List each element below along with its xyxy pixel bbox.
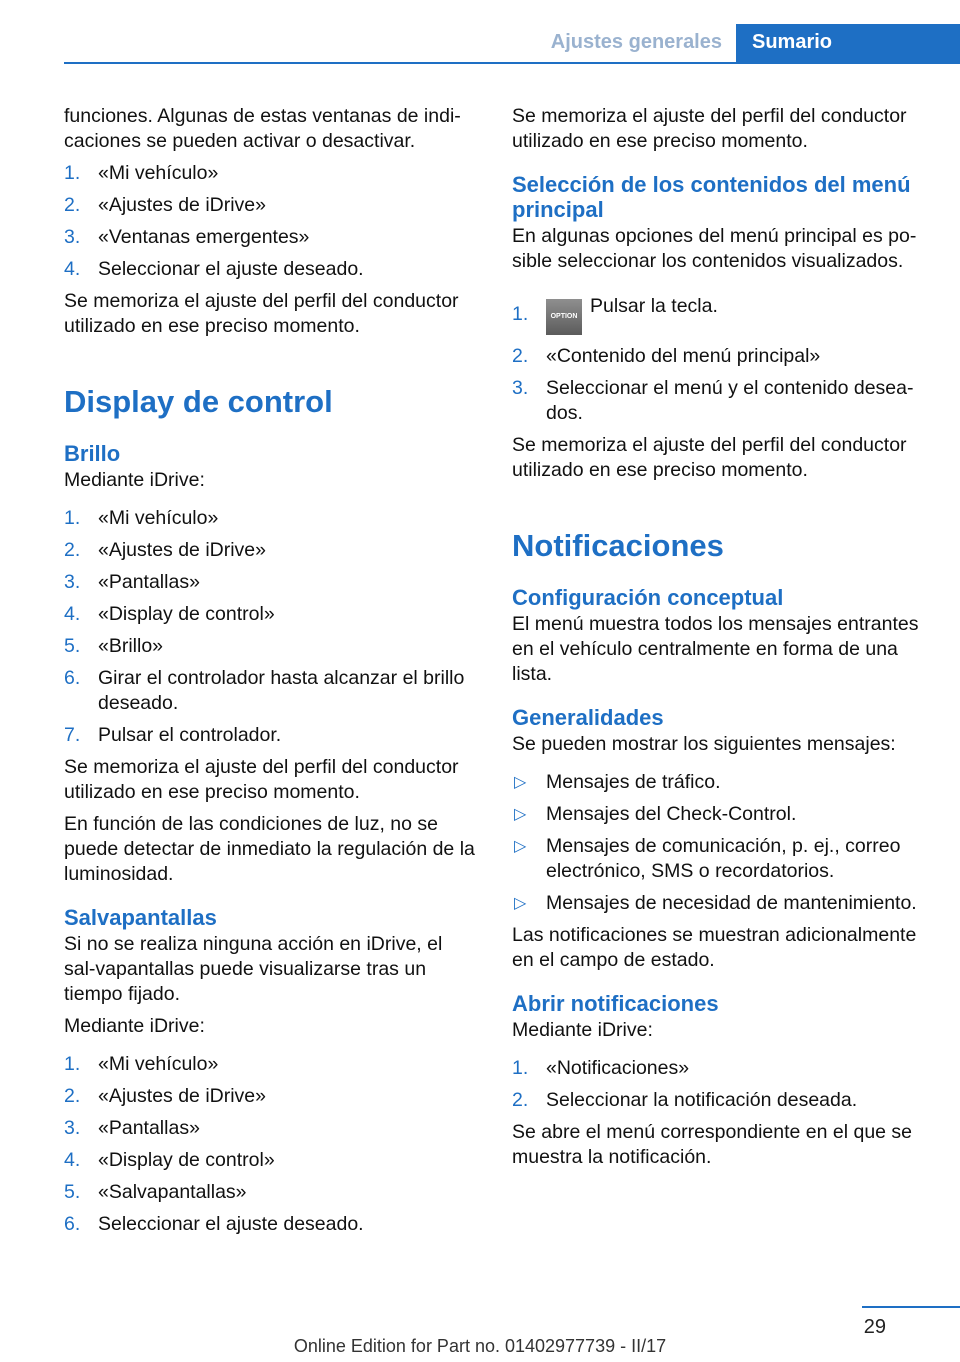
list-item: 2. Seleccionar la notificación deseada. [512, 1089, 858, 1111]
list-item: 3. «Pantallas» [64, 1117, 200, 1139]
status-field-paragraph: Las notificaciones se muestran adicionalmente en el campo de estado. [512, 924, 917, 971]
list-item: 5. «Brillo» [64, 635, 164, 657]
list-item: 2. «Ajustes de iDrive» [64, 1085, 266, 1107]
list-item: 5. «Salvapantallas» [64, 1181, 247, 1203]
salvapantallas-paragraph: Si no se realiza ninguna acción en iDrive, el sal-vapantallas puede visualizarse tras un tiempo fijado. [64, 933, 443, 1005]
heading-configuracion-conceptual: Configuración conceptual [512, 585, 784, 610]
list-item: 1. «Mi vehículo» [64, 507, 219, 529]
memo-paragraph: Se memoriza el ajuste del perfil del conductor utilizado en ese preciso momento. [512, 434, 907, 481]
page-number: 29 [863, 1316, 886, 1338]
list-item: ▷ Mensajes de comunicación, p. ej., correo electrónico, SMS o recordatorios. [514, 835, 901, 882]
luz-paragraph: En función de las condiciones de luz, no se puede detectar de inmediato la regulación de la luminosidad. [64, 813, 475, 885]
right-column [512, 104, 932, 1177]
seleccion-paragraph: En algunas opciones del menú principal es po-sible seleccionar los contenidos visualizados. [512, 225, 917, 272]
triangle-bullet-icon: ▷ [514, 895, 527, 912]
list-item: 3. Seleccionar el menú y el contenido desea-dos. [512, 377, 914, 424]
list-item: 1. OPTION Pulsar la tecla. [512, 294, 932, 335]
brillo-via: Mediante iDrive: [64, 469, 205, 491]
heading-brillo: Brillo [64, 441, 121, 466]
list-item: 2. «Ajustes de iDrive» [64, 539, 266, 561]
intro-paragraph: funciones. Algunas de estas ventanas de indi-caciones se pueden activar o desactivar. [64, 105, 461, 152]
page-number-rule [862, 1306, 960, 1308]
option-button-icon: OPTION [546, 299, 582, 335]
list-item: 3. «Pantallas» [64, 571, 200, 593]
memo-paragraph: Se memoriza el ajuste del perfil del conductor utilizado en ese preciso momento. [64, 756, 459, 803]
configuracion-paragraph: El menú muestra todos los mensajes entrantes en el vehículo centralmente en forma de una lista. [512, 613, 919, 685]
list-item: 6. Girar el controlador hasta alcanzar el brillo deseado. [64, 667, 465, 714]
triangle-bullet-icon: ▷ [514, 806, 527, 823]
list-item: 4. «Display de control» [64, 1149, 275, 1171]
header-tab-sumario[interactable]: Sumario [736, 24, 960, 62]
memo-paragraph: Se memoriza el ajuste del perfil del conductor utilizado en ese preciso momento. [64, 290, 459, 337]
page-header [64, 24, 960, 64]
left-column [64, 104, 479, 1244]
list-item: 1. «Mi vehículo» [64, 162, 219, 184]
memo-paragraph: Se memoriza el ajuste del perfil del conductor utilizado en ese preciso momento. [512, 105, 907, 152]
list-item: 4. «Display de control» [64, 603, 275, 625]
heading-salvapantallas: Salvapantallas [64, 905, 217, 930]
message-types-list [512, 770, 932, 916]
list-item: ▷ Mensajes de necesidad de mantenimiento. [514, 892, 917, 914]
list-item: 6. Seleccionar el ajuste deseado. [64, 1213, 364, 1235]
abrir-via: Mediante iDrive: [512, 1019, 653, 1041]
list-item: 1. «Notificaciones» [512, 1057, 690, 1079]
list-item: ▷ Mensajes del Check-Control. [514, 803, 797, 825]
salvapantallas-via: Mediante iDrive: [64, 1015, 205, 1037]
list-item: 3. «Ventanas emergentes» [64, 226, 310, 248]
list-item: 2. «Ajustes de iDrive» [64, 194, 266, 216]
heading-generalidades: Generalidades [512, 705, 664, 730]
steps-list-salvapantallas [64, 1052, 479, 1237]
final-paragraph: Se abre el menú correspondiente en el que se muestra la notificación. [512, 1121, 913, 1168]
steps-list-popups [64, 161, 479, 282]
generalidades-paragraph: Se pueden mostrar los siguientes mensajes: [512, 733, 896, 755]
heading-abrir-notificaciones: Abrir notificaciones [512, 991, 719, 1016]
steps-list-brillo [64, 506, 479, 748]
list-item: 2. «Contenido del menú principal» [512, 345, 821, 367]
steps-list-notificaciones [512, 1056, 932, 1113]
header-section-title: Ajustes generales [550, 31, 722, 53]
footer-edition: Online Edition for Part no. 01402977739 - II/17 [293, 1336, 667, 1356]
triangle-bullet-icon: ▷ [514, 774, 527, 791]
heading-seleccion-contenidos: Selección de los contenidos del menú principal [512, 172, 911, 222]
list-item: 4. Seleccionar el ajuste deseado. [64, 258, 364, 280]
list-item: 1. «Mi vehículo» [64, 1053, 219, 1075]
list-item: 7. Pulsar el controlador. [64, 724, 282, 746]
triangle-bullet-icon: ▷ [514, 838, 527, 855]
list-item: ▷ Mensajes de tráfico. [514, 771, 721, 793]
heading-notificaciones: Notificaciones [512, 528, 724, 563]
steps-list-menu-principal [512, 294, 932, 426]
heading-display-de-control: Display de control [64, 384, 333, 419]
